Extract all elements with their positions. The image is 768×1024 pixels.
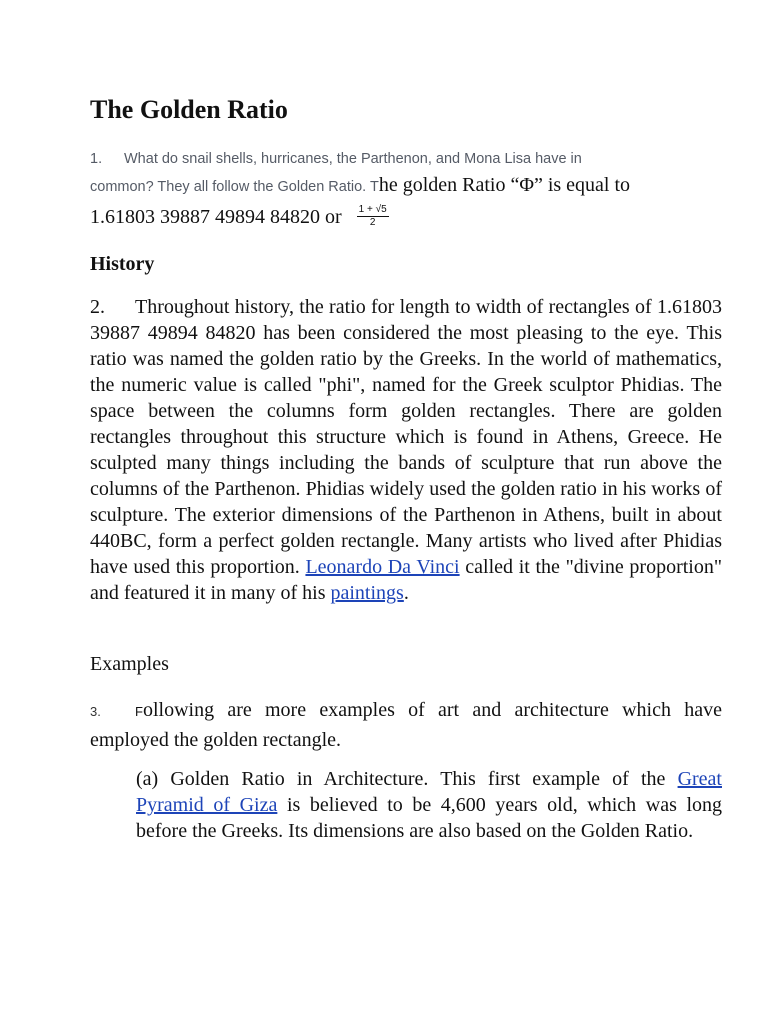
great-pyramid-of-giza-link[interactable]: Great Pyramid of Giza xyxy=(136,768,722,816)
intro-line2-sans-text: common? They all follow the Golden Ratio. T xyxy=(90,179,379,195)
fraction-denominator: 2 xyxy=(369,216,376,228)
examples-heading: Examples xyxy=(90,653,169,675)
fraction-numerator: 1 + √5 xyxy=(358,203,387,215)
examples-first-letter: F xyxy=(135,704,143,719)
leonardo-da-vinci-link[interactable]: Leonardo Da Vinci xyxy=(305,556,460,578)
page-title: The Golden Ratio xyxy=(90,95,288,124)
history-text: Throughout history, the ratio for length to width of rectangles of 1.61803 39887 49894 84820 has been considered the most pleasing to the eye. This ratio was named the golden ratio by the Greeks. In the world of mathematics, the numeric value is called "phi", named for the Greek sculptor Phidias. The space between the columns form golden rectangles. There are golden rectangles throughout this structure which is found in Athens, Greece. He sculpted many things including the bands of sculpture that run above the columns of the Parthenon. Phidias widely used the golden ratio in his works of sculpture. The exterior dimensions of the Parthenon in Athens, built in about 440BC, form a perfect golden rectangle. Many artists who lived after Phidias have used this proportion. xyxy=(90,296,722,578)
paintings-link[interactable]: paintings xyxy=(330,582,404,604)
example-a-text-after: is believed to be 4,600 years old, which was long before the Greeks. Its dimensions are also based on the Golden Ratio. xyxy=(136,794,723,842)
history-paragraph xyxy=(90,294,722,606)
examples-paragraph xyxy=(90,696,722,754)
intro-line1-text: What do snail shells, hurricanes, the Parthenon, and Mona Lisa have in xyxy=(124,151,582,167)
examples-text: ollowing are more examples of art and architecture which have employed the golden rectangle. xyxy=(90,699,722,751)
example-a-text: (a) Golden Ratio in Architecture. This first example of the xyxy=(136,768,678,790)
intro-number: 1. xyxy=(90,151,103,167)
history-heading: History xyxy=(90,253,155,275)
intro-paragraph xyxy=(90,148,730,231)
phi-fraction xyxy=(357,204,389,229)
intro-line2-serif-text: he golden Ratio “Φ” is equal to xyxy=(378,174,631,196)
history-text-middle: called it the "divine proportion" and featured it in many of his xyxy=(90,556,723,604)
history-text-end: . xyxy=(403,582,409,604)
examples-number: 3. xyxy=(90,704,101,719)
example-a-paragraph xyxy=(136,766,722,844)
phi-value-text: 1.61803 39887 49894 84820 or xyxy=(90,206,342,228)
history-number: 2. xyxy=(90,296,105,318)
